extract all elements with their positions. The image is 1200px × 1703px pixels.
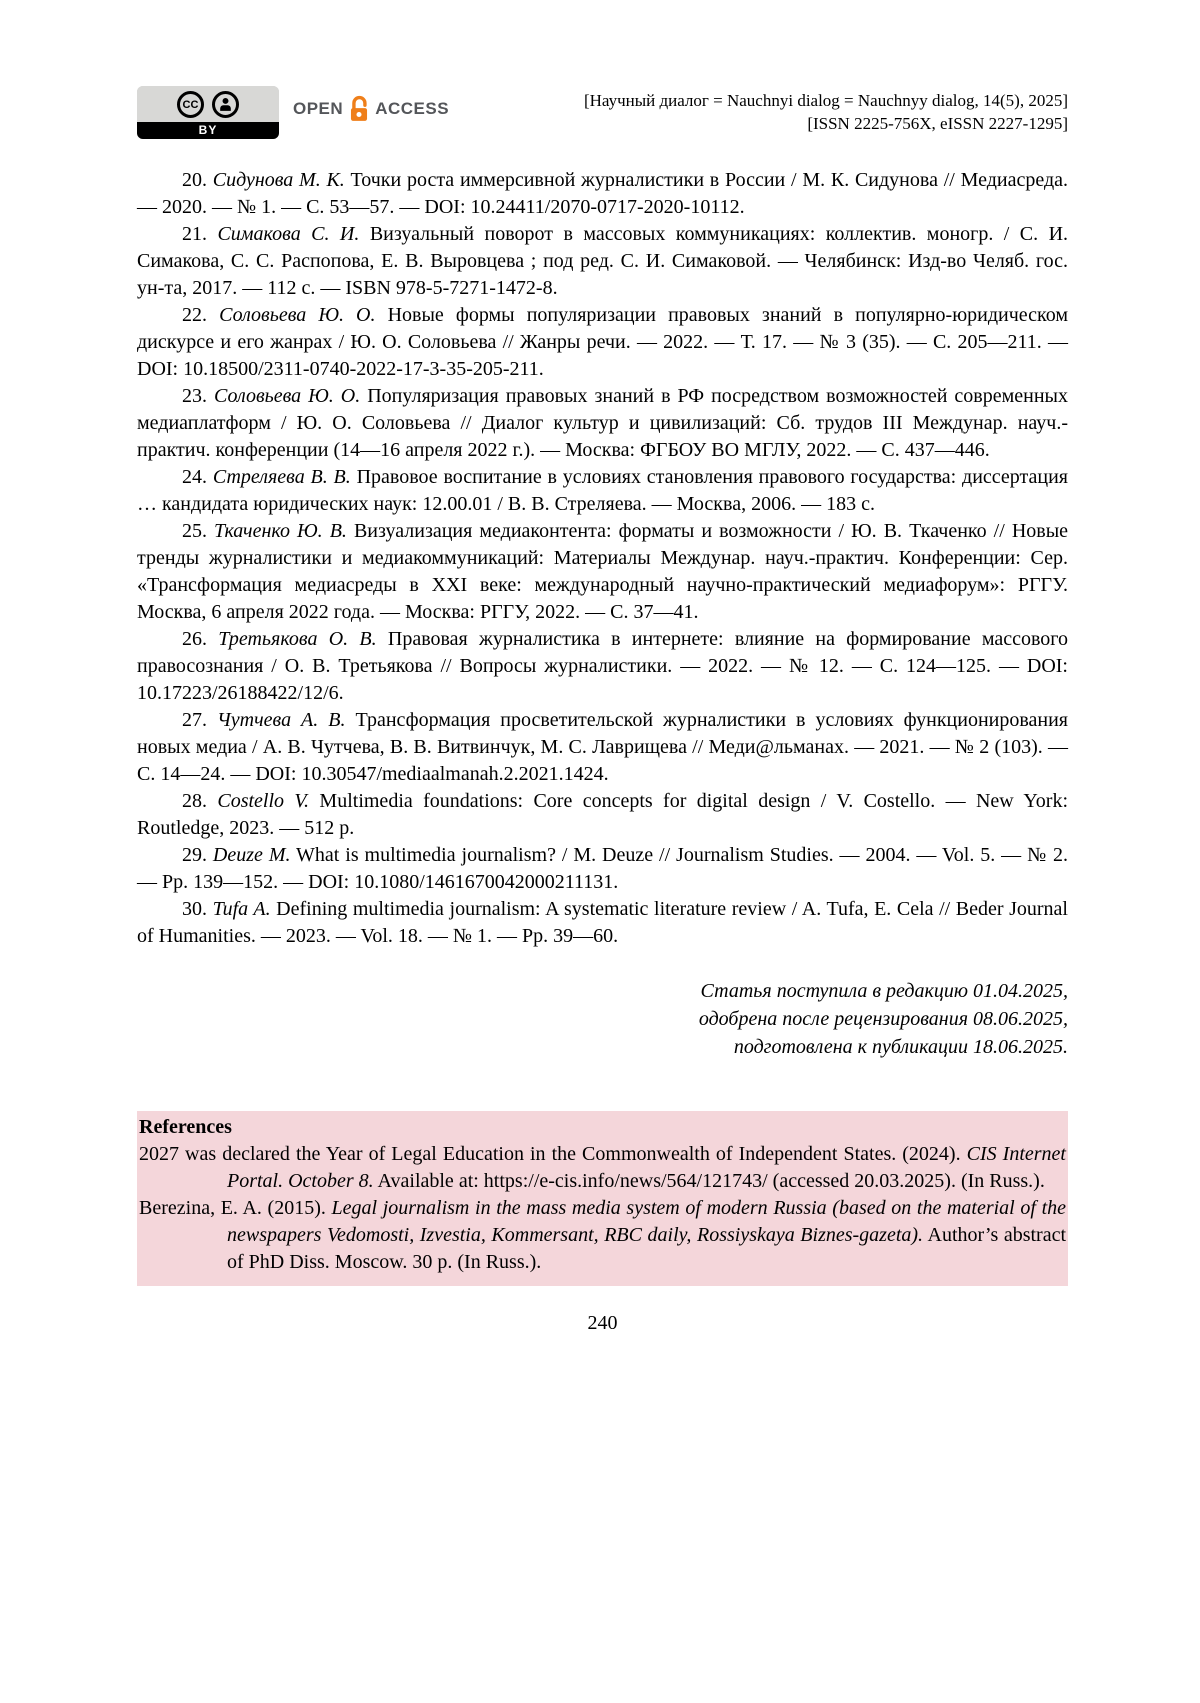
bibliography-entry: 26. Третьякова О. В. Правовая журналистика в интернете: влияние на формирование массового правосознания / О. В. Третьякова // Вопросы журналистики. — 2022. — № 12. — С. 124—125. — DOI: 10.17223/26188422/12/6. [137, 628, 1068, 704]
cc-icon [177, 91, 204, 118]
page-body [137, 167, 1068, 1335]
bibliography-entry: 21. Симакова С. И. Визуальный поворот в массовых коммуникациях: коллектив. моногр. / С. И. Симакова, С. С. Распопова, Е. В. Выровцева ; под ред. С. И. Симаковой. — Челябинск: Изд-во Челяб. гос. ун-та, 2017. — 112 с. — ISBN 978-5-7271-1472-8. [137, 223, 1069, 299]
cc-by-license-badge [137, 86, 279, 139]
person-icon [212, 91, 239, 118]
references-list [139, 1141, 1066, 1276]
page-header [137, 86, 1068, 139]
cc-badge-icons [137, 86, 279, 122]
references-heading: References [139, 1116, 232, 1138]
bibliography-entry: 28. Costello V. Multimedia foundations: Core concepts for digital design / V. Costello. — New York: Routledge, 2023. — 512 p. [137, 790, 1069, 839]
cc-icon-label: CC [182, 98, 199, 111]
submission-note [137, 977, 1068, 1061]
reference-entry: 2027 was declared the Year of Legal Education in the Commonwealth of Independent States. (2024). CIS Internet Portal. October 8. Available at: https://e-cis.info/news/564/121743/ (accessed 20.03.2025). (In Russ.). [139, 1143, 1066, 1192]
cc-by-label: BY [137, 122, 279, 139]
bibliography-entry: 20. Сидунова М. К. Точки роста иммерсивной журналистики в России / М. К. Сидунова // Медиасреда. — 2020. — № 1. — С. 53—57. — DOI: 10.24411/2070-0717-2020-10112. [137, 169, 1069, 218]
bibliography-entry: 30. Tufa A. Defining multimedia journalism: A systematic literature review / A. Tufa, E. Cela // Beder Journal of Humanities. — 2023. — Vol. 18. — № 1. — Pp. 39—60. [137, 898, 1068, 947]
bibliography-entry: 29. Deuze M. What is multimedia journalism? / M. Deuze // Journalism Studies. — 2004. — Vol. 5. — № 2. — Pp. 139—152. — DOI: 10.1080/1461670042000211131. [137, 844, 1069, 893]
page-number: 240 [587, 1312, 618, 1334]
open-lock-icon [348, 94, 370, 124]
page-footer [137, 1312, 1068, 1335]
reference-entry: Berezina, E. A. (2015). Legal journalism in the mass media system of modern Russia (based on the material of the newspapers Vedomosti, Izvestia, Kommersant, RBC daily, Rossiyskaya Biznes-gazeta). Author’s abstract of PhD Diss. Moscow. 30 p. (In Russ.). [139, 1197, 1067, 1273]
submission-note-line: Статья поступила в редакцию 01.04.2025, [700, 980, 1068, 1002]
open-access-access-label: ACCESS [375, 99, 450, 118]
journal-citation-line: [Научный диалог = Nauchnyi dialog = Nauchnyy dialog, 14(5), 2025] [583, 91, 1068, 110]
journal-info [584, 86, 1068, 135]
submission-note-line: подготовлена к публикации 18.06.2025. [733, 1036, 1068, 1058]
bibliography-entry: 24. Стреляева В. В. Правовое воспитание в условиях становления правового государства: диссертация … кандидата юридических наук: 12.00.01 / В. В. Стреляева. — Москва, 2006. — 183 с. [137, 466, 1069, 515]
journal-issn-line: [ISSN 2225-756X, eISSN 2227-1295] [807, 114, 1068, 133]
references-section [137, 1111, 1068, 1286]
license-badges [137, 86, 449, 139]
bibliography-entry: 27. Чутчева А. В. Трансформация просветительской журналистики в условиях функционирования новых медиа / А. В. Чутчева, В. В. Витвинчук, М. С. Лаврищева // Меди@льманах. — 2021. — № 2 (103). — С. 14—24. — DOI: 10.30547/mediaalmanah.2.2021.1424. [137, 709, 1069, 785]
bibliography-entry: 25. Ткаченко Ю. В. Визуализация медиаконтента: форматы и возможности / Ю. В. Ткаченко // Новые тренды журналистики и медиакоммуникаций: Материалы Междунар. науч.-практич. Конференции: Сер. «Трансформация медиасреды в XXI веке: международный научно-практический медиафорум»: РГГУ. Москва, 6 апреля 2022 года. — Москва: РГГУ, 2022. — С. 37—41. [137, 520, 1069, 623]
submission-note-line: одобрена после рецензирования 08.06.2025, [698, 1008, 1068, 1030]
bibliography-list [137, 167, 1068, 950]
bibliography-entry: 22. Соловьева Ю. О. Новые формы популяризации правовых знаний в популярно-юридическом дискурсе и его жанрах / Ю. О. Соловьева // Жанры речи. — 2022. — Т. 17. — № 3 (35). — С. 205—211. — DOI: 10.18500/2311-0740-2022-17-3-35-205-211. [137, 304, 1068, 380]
open-access-open-label: OPEN [293, 99, 344, 118]
bibliography-entry: 23. Соловьева Ю. О. Популяризация правовых знаний в РФ посредством возможностей современных медиаплатформ / Ю. О. Соловьева // Диалог культур и цивилизаций: Сб. трудов III Междунар. науч.-практич. конференции (14—16 апреля 2022 г.). — Москва: ФГБОУ ВО МГЛУ, 2022. — С. 437—446. [137, 385, 1068, 461]
open-access-logo [293, 94, 449, 124]
